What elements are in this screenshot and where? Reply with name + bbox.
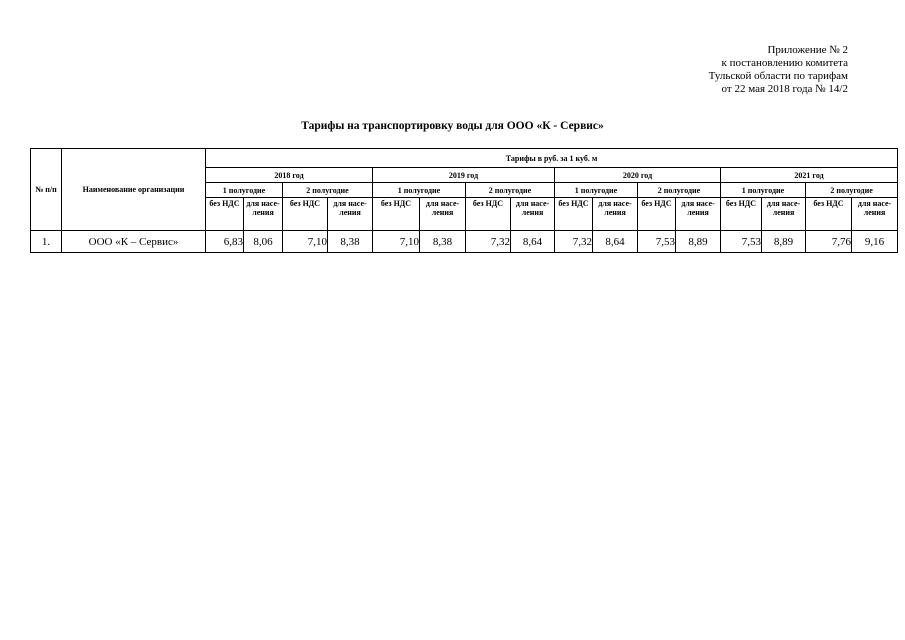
tariff-2018-h2-no-vat: 7,10 [283,231,328,253]
header-no-vat: без НДС [283,198,328,231]
header-tariffs: Тарифы в руб. за 1 куб. м [206,149,898,168]
tariff-2021-h2-no-vat: 7,76 [806,231,852,253]
appendix-line-4: от 22 мая 2018 года № 14/2 [721,83,848,95]
header-for-population: для насе-ления [593,198,638,231]
header-for-population: для насе-ления [676,198,721,231]
header-for-population: для насе-ления [244,198,283,231]
tariff-2020-h1-population: 8,64 [593,231,638,253]
tariff-2018-h1-no-vat: 6,83 [206,231,244,253]
header-for-population: для насе-ления [420,198,466,231]
header-half-2: 2 полугодие [466,183,555,198]
header-half-2: 2 полугодие [806,183,898,198]
tariff-2019-h1-no-vat: 7,10 [373,231,420,253]
header-no-vat: без НДС [638,198,676,231]
header-half-1: 1 полугодие [555,183,638,198]
tariff-table [30,148,898,253]
header-for-population: для насе-ления [762,198,806,231]
header-no-vat: без НДС [206,198,244,231]
tariff-2021-h1-population: 8,89 [762,231,806,253]
table-row [31,231,898,253]
tariff-2020-h1-no-vat: 7,32 [555,231,593,253]
header-no-vat: без НДС [721,198,762,231]
appendix-line-1: Приложение № 2 [767,44,848,56]
appendix-header [709,44,848,96]
header-year-2021: 2021 год [721,168,898,183]
tariff-2018-h2-population: 8,38 [328,231,373,253]
header-org: Наименование организации [62,149,206,231]
header-num: № п/п [31,149,62,231]
tariff-2020-h2-population: 8,89 [676,231,721,253]
header-no-vat: без НДС [373,198,420,231]
tariff-2021-h2-population: 9,16 [852,231,898,253]
tariff-2019-h2-population: 8,64 [511,231,555,253]
header-half-1: 1 полугодие [206,183,283,198]
header-year-2018: 2018 год [206,168,373,183]
appendix-line-2: к постановлению комитета [721,57,848,69]
header-no-vat: без НДС [555,198,593,231]
header-no-vat: без НДС [466,198,511,231]
header-half-1: 1 полугодие [721,183,806,198]
document-title: Тарифы на транспортировку воды для ООО «К - Сервис» [301,120,604,132]
appendix-line-3: Тульской области по тарифам [708,70,848,82]
header-half-1: 1 полугодие [373,183,466,198]
header-for-population: для насе-ления [852,198,898,231]
row-number: 1. [31,231,62,253]
header-for-population: для насе-ления [328,198,373,231]
header-for-population: для насе-ления [511,198,555,231]
tariff-2019-h2-no-vat: 7,32 [466,231,511,253]
header-year-2019: 2019 год [373,168,555,183]
tariff-2021-h1-no-vat: 7,53 [721,231,762,253]
tariff-2018-h1-population: 8,06 [244,231,283,253]
header-half-2: 2 полугодие [283,183,373,198]
header-year-2020: 2020 год [555,168,721,183]
header-half-2: 2 полугодие [638,183,721,198]
tariff-2019-h1-population: 8,38 [420,231,466,253]
tariff-2020-h2-no-vat: 7,53 [638,231,676,253]
header-no-vat: без НДС [806,198,852,231]
row-organization: ООО «К – Сервис» [62,231,206,253]
